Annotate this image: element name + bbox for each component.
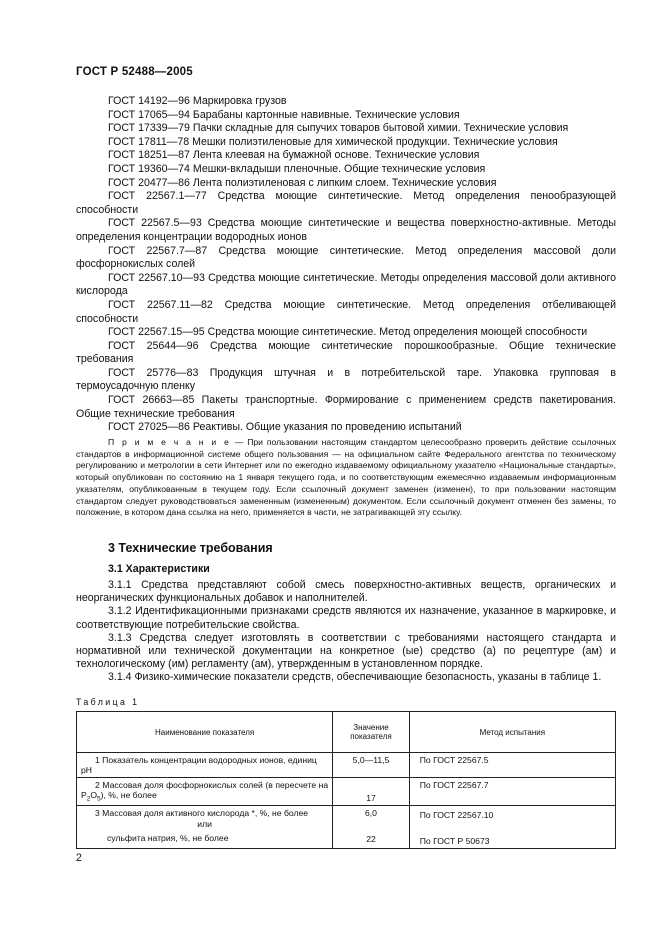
value-line: 6,0 — [365, 807, 377, 818]
test-method: По ГОСТ 22567.7 — [409, 778, 615, 806]
reference-item: ГОСТ 22567.10—93 Средства моющие синтетические. Методы определения массовой доли активного кислорода — [76, 271, 616, 298]
table-row — [77, 753, 616, 778]
indicator-value — [333, 805, 410, 848]
reference-item: ГОСТ 14192—96 Маркировка грузов — [108, 95, 287, 107]
table-row — [77, 778, 616, 806]
reference-item: ГОСТ 17811—78 Мешки полиэтиленовые для химической продукции. Технические условия — [108, 135, 558, 148]
subsection-title: 3.1 Характеристики — [108, 563, 210, 575]
reference-item: ГОСТ 22567.11—82 Средства моющие синтетические. Метод определения отбеливающей способности — [76, 298, 616, 325]
note-paragraph — [76, 437, 616, 519]
test-method: По ГОСТ 22567.5 — [409, 753, 615, 778]
document-header: ГОСТ Р 52488—2005 — [76, 66, 193, 78]
indicator-name — [77, 778, 333, 806]
reference-item: ГОСТ 17065—94 Барабаны картонные навивные. Технические условия — [108, 108, 460, 121]
test-method — [409, 805, 615, 848]
reference-item: ГОСТ 22567.1—77 Средства моющие синтетические. Метод определения пенообразующей способности — [76, 190, 616, 216]
indicators-table — [76, 711, 616, 849]
indicator-name-line: 3 Массовая доля активного кислорода *, %, не более — [95, 807, 309, 818]
header-indicator-name: Наименование показателя — [77, 712, 333, 753]
indicator-name-part: ), %, не более — [100, 790, 157, 800]
indicator-name-part: 2 Массовая доля фосфорнокислых солей (в пересчете на P — [81, 780, 329, 800]
indicator-name: 1 Показатель концентрации водородных ионов, единиц pH — [77, 753, 333, 778]
or-label: или — [197, 818, 212, 829]
reference-item: ГОСТ 22567.7—87 Средства моющие синтетические. Метод определения массовой доли фосфорнокислых солей — [76, 244, 616, 271]
indicator-value: 17 — [333, 778, 410, 806]
reference-item: ГОСТ 22567.15—95 Средства моющие синтетические. Метод определения моющей способности — [108, 326, 588, 339]
reference-item: ГОСТ 27025—86 Реактивы. Общие указания по проведению испытаний — [108, 421, 462, 434]
header-indicator-value: Значение показателя — [333, 712, 410, 753]
value-line: 22 — [366, 833, 376, 844]
reference-item: ГОСТ 20477—86 Лента полиэтиленовая с липким слоем. Технические условия — [108, 176, 497, 189]
subscript: 5 — [97, 795, 101, 803]
reference-item: ГОСТ 22567.5—93 Средства моющие синтетические и вещества поверхностно-активные. Методы определения концентрации водородных ионов — [76, 217, 616, 243]
indicator-name-line: сульфита натрия, %, не более — [107, 832, 229, 843]
method-line: По ГОСТ 22567.10 — [419, 809, 494, 820]
method-line: По ГОСТ Р 50673 — [419, 835, 490, 846]
clause-paragraph: 3.1.2 Идентификационными признаками средств являются их назначение, указанное в маркировке, и соответствующие потребительские свойства. — [76, 605, 616, 631]
table-caption: Таблица 1 — [76, 697, 140, 707]
clause-paragraph: 3.1.4 Физико-химические показатели средств, обеспечивающие безопасность, указаны в таблице 1. — [108, 671, 602, 684]
indicator-name — [77, 805, 333, 848]
table-row — [77, 805, 616, 848]
note-label: П р и м е ч а н и е — [108, 437, 231, 447]
reference-item: ГОСТ 18251—87 Лента клеевая на бумажной основе. Технические условия — [108, 149, 480, 162]
page-number: 2 — [76, 852, 82, 864]
normative-references — [76, 95, 616, 435]
indicator-name-part: O — [90, 790, 98, 800]
clause-paragraph: 3.1.1 Средства представляют собой смесь поверхностно-активных веществ, органических и неорганических функциональных добавок и наполнителей. — [76, 579, 616, 605]
note-text: — При пользовании настоящим стандартом целесообразно проверить действие ссылочных стандартов в информационной системе общего пользования — на официальном сайте Федерального агентства по техническому регулированию и метрологии в сети Интернет или по ежегодно издаваемому официальному указателю «Национальные стандарты», который опубликован по состоянию на 1 января текущего года, и по соответствующим ежемесячно издаваемым информационным указателям, опубликованным в текущем году. Если ссылочный документ заменен (изменен), то при пользовании настоящим стандартом следует руководствоваться замененным (измененным) документом. Если ссылочный документ отменен без замены, то положение, в котором дана ссылка на него, применяется в части, не затрагивающей эту ссылку. — [76, 437, 617, 518]
subscript: 2 — [86, 795, 91, 803]
indicator-value: 5,0—11,5 — [333, 753, 410, 778]
clause-paragraph: 3.1.3 Средства следует изготовлять в соответствии с требованиями настоящего стандарта и нормативной или технической документации на конкретное (ые) средство (а) по рецептуре (ам) и технологическому (им) регламенту (ам), утвержденным в установленном порядке. — [76, 631, 616, 671]
reference-item: ГОСТ 17339—79 Пачки складные для сыпучих товаров бытовой химии. Технические условия — [108, 122, 569, 135]
reference-item: ГОСТ 25644—96 Средства моющие синтетические порошкообразные. Общие технические требования — [76, 339, 616, 366]
table-header-row — [77, 712, 616, 753]
reference-item: ГОСТ 19360—74 Мешки-вкладыши пленочные. Общие технические условия — [108, 162, 486, 175]
reference-item: ГОСТ 25776—83 Продукция штучная и в потребительской таре. Упаковка групповая в термоусадочную пленку — [76, 366, 616, 393]
header-test-method: Метод испытания — [409, 712, 615, 753]
section-title: 3 Технические требования — [108, 541, 273, 555]
reference-item: ГОСТ 26663—85 Пакеты транспортные. Формирование с применением средств пакетирования. Общие технические требования — [76, 394, 616, 420]
section-body — [76, 579, 616, 685]
